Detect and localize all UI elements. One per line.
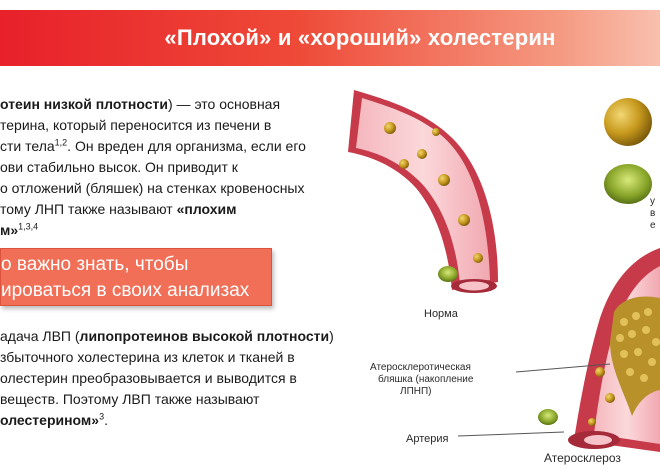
ldl-term: отеин низкой плотности (0, 96, 168, 112)
label-plaque-1: Атеросклеротическая (370, 362, 471, 373)
ldl-particle (399, 159, 409, 169)
normal-vessel (348, 90, 498, 293)
ldl-line-6 (0, 199, 355, 220)
ldl-particle (473, 253, 483, 263)
label-artery: Артерия (406, 433, 449, 445)
hdl-legend-icon (604, 164, 652, 204)
hdl-line-5-rest: . (104, 412, 108, 428)
ldl-line-2: терина, который переносится из печени в (0, 117, 272, 133)
hdl-line-5 (0, 410, 355, 431)
ldl-paragraph (0, 94, 355, 241)
ldl-particle (384, 122, 396, 134)
footnote-ref: 1,2 (54, 137, 68, 148)
ldl-line-7 (0, 220, 355, 241)
artery-pointer (458, 432, 564, 436)
footnote-ref: 3 (99, 411, 105, 422)
legend-text-cut-2: в (650, 208, 656, 219)
hdl-line-1 (0, 326, 355, 347)
callout-line-1: о важно знать, чтобы (1, 254, 189, 275)
label-plaque-3: ЛПНП) (400, 386, 432, 397)
good-cholesterol-term: олестерином» (0, 412, 100, 428)
hdl-particle (538, 409, 558, 425)
important-callout (0, 248, 272, 306)
ldl-particle (595, 367, 605, 377)
hdl-particle (438, 266, 458, 282)
ldl-line-1 (0, 94, 355, 115)
artery-illustration (348, 72, 660, 470)
ldl-particle (588, 418, 596, 426)
ldl-particle (605, 393, 615, 403)
page-title: «Плохой» и «хороший» холестерин (164, 25, 556, 50)
ldl-particle (438, 174, 450, 186)
ldl-line-3-rest: . Он вреден для организма, если его (67, 138, 306, 154)
label-plaque-2: бляшка (накопление (378, 374, 474, 385)
label-norm: Норма (424, 308, 458, 320)
hdl-term: липопротеинов высокой плотности (79, 328, 330, 344)
hdl-line-4: веществ. Поэтому ЛВП также называют (0, 391, 260, 407)
ldl-line-1-text: ) — это основная (168, 96, 281, 112)
ldl-line-5: о отложений (бляшек) на стенках кровеносных (0, 180, 305, 196)
ldl-legend-icon (604, 98, 652, 146)
label-atherosclerosis: Атеросклероз (544, 451, 621, 465)
hdl-paragraph (0, 326, 355, 431)
ldl-line-6-text: тому ЛНП также называют (0, 201, 177, 217)
ldl-line-3-text: сти тела (0, 138, 55, 154)
ldl-particle (432, 128, 440, 136)
title-banner (0, 10, 660, 66)
ldl-particle (458, 214, 470, 226)
legend-text-cut-3: е (650, 220, 656, 231)
hdl-line-1-text: адача ЛВП ( (0, 328, 80, 344)
callout-line-2: ироваться в своих анализах (1, 280, 250, 301)
hdl-line-2: збыточного холестерина из клеток и тканей в (0, 349, 295, 365)
ldl-particle (417, 149, 427, 159)
bad-cholesterol-term: «плохим (176, 201, 237, 217)
ldl-line-3 (0, 136, 355, 157)
legend-text-cut-1: у (650, 196, 655, 207)
bad-cholesterol-term-end: м» (0, 222, 19, 238)
hdl-line-1-rest: ) (329, 328, 334, 344)
footnote-ref: 1,3,4 (18, 221, 39, 232)
hdl-line-3: олестерин преобразовывается и выводится в (0, 370, 297, 386)
ldl-line-4: ови стабильно высок. Он приводит к (0, 159, 238, 175)
